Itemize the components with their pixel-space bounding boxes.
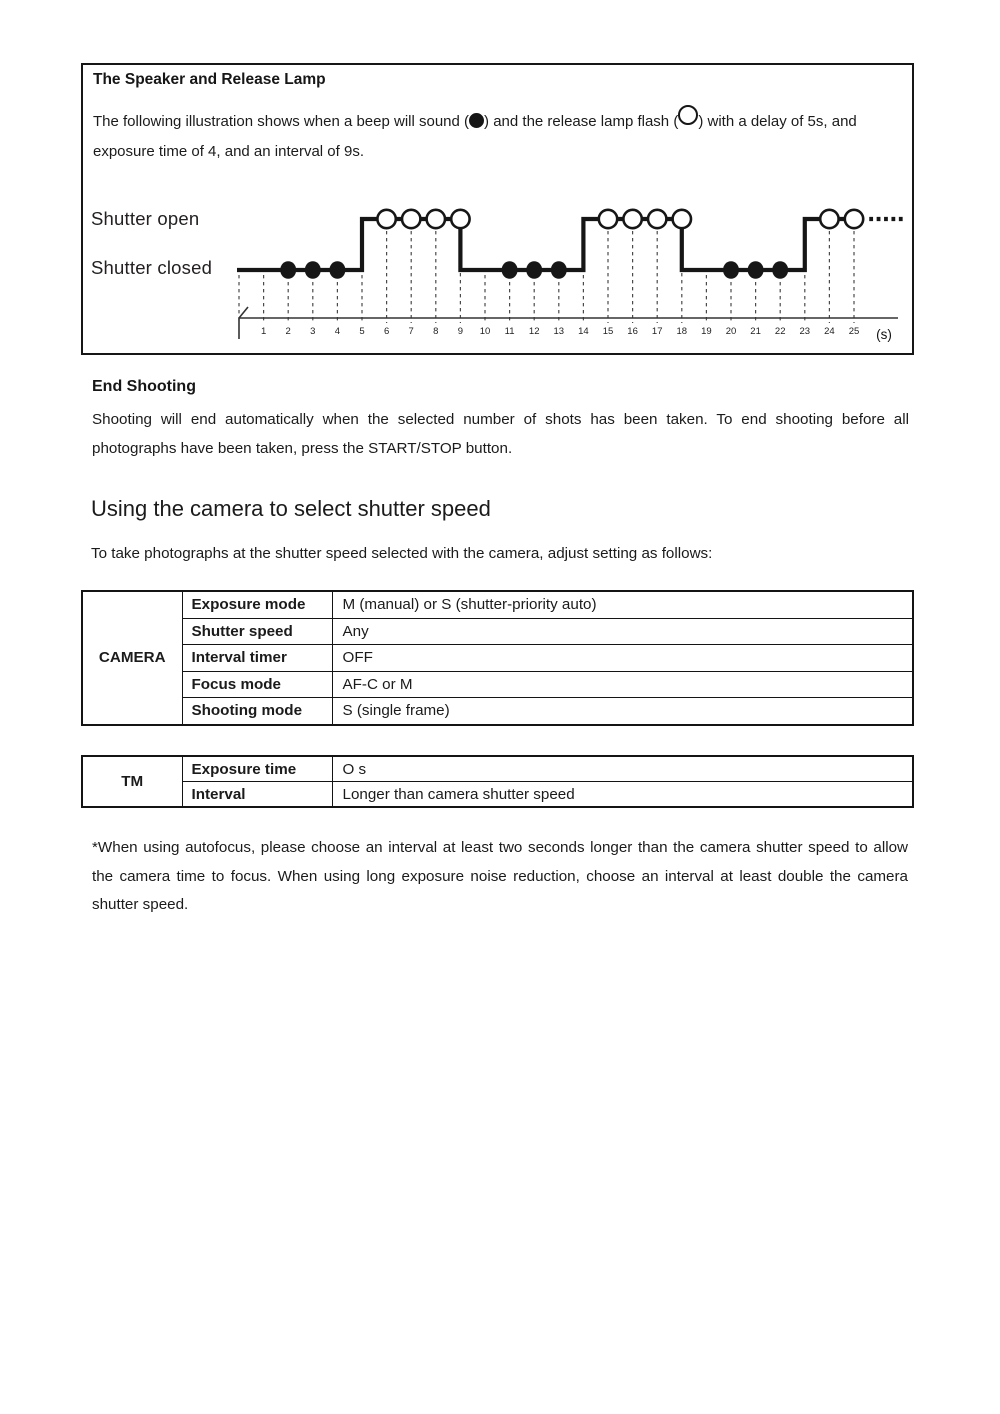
svg-text:3: 3 [310, 326, 316, 337]
svg-text:4: 4 [334, 326, 341, 337]
table-row [82, 698, 913, 725]
beep-icon [469, 113, 484, 128]
svg-text:7: 7 [408, 326, 414, 337]
svg-text:9: 9 [457, 326, 464, 337]
end-shooting-heading: End Shooting [92, 378, 196, 395]
camera-section-intro: To take photographs at the shutter speed selected with the camera, adjust setting as follows: [91, 545, 713, 562]
table-row [82, 756, 913, 782]
camera-settings-table [81, 590, 914, 726]
tm-row-header: TM [82, 756, 182, 807]
setting-label: Exposure time [182, 756, 332, 782]
speaker-release-lamp-box [81, 63, 914, 355]
setting-label: Shutter speed [182, 618, 332, 645]
box-paragraph [93, 105, 907, 167]
svg-text:24: 24 [824, 326, 835, 337]
svg-text:12: 12 [528, 326, 540, 337]
svg-text:18: 18 [676, 326, 688, 337]
autofocus-footnote: *When using autofocus, please choose an interval at least two seconds longer than the camera shutter speed to allow the camera time to focus. When using long exposure noise reduction, choose an interval at least double the camera shutter speed. [92, 839, 908, 913]
setting-label: Interval timer [182, 645, 332, 672]
svg-text:13: 13 [553, 326, 565, 337]
setting-value: Longer than camera shutter speed [332, 782, 913, 808]
release-lamp-icon [678, 105, 698, 125]
svg-text:5: 5 [359, 326, 365, 337]
setting-value: AF-C or M [332, 671, 913, 698]
svg-text:15: 15 [602, 326, 614, 337]
box-title: The Speaker and Release Lamp [93, 71, 326, 88]
camera-section-heading: Using the camera to select shutter speed [91, 496, 491, 521]
svg-text:14: 14 [578, 326, 589, 337]
table-row [82, 645, 913, 672]
setting-value: OFF [332, 645, 913, 672]
svg-text:19: 19 [701, 326, 712, 337]
svg-text:25: 25 [848, 326, 860, 337]
svg-text:8: 8 [433, 326, 439, 337]
setting-label: Exposure mode [182, 591, 332, 618]
box-paragraph-part-1: The following illustration shows when a beep will sound ( [93, 113, 470, 130]
table-row [82, 671, 913, 698]
table-row [82, 591, 913, 618]
svg-text:23: 23 [799, 326, 811, 337]
camera-row-header: CAMERA [82, 591, 182, 725]
box-paragraph-part-2: ) and the release lamp flash ( [484, 113, 679, 130]
svg-text:2: 2 [285, 326, 291, 337]
svg-text:6: 6 [383, 326, 390, 337]
svg-text:11: 11 [504, 326, 515, 337]
svg-text:10: 10 [479, 326, 491, 337]
setting-label: Shooting mode [182, 698, 332, 725]
svg-text:20: 20 [725, 326, 737, 337]
setting-label: Focus mode [182, 671, 332, 698]
setting-value: O s [332, 756, 913, 782]
setting-value: M (manual) or S (shutter-priority auto) [332, 591, 913, 618]
setting-label: Interval [182, 782, 332, 808]
svg-text:21: 21 [750, 326, 761, 337]
svg-text:17: 17 [651, 326, 663, 337]
end-shooting-paragraph: Shooting will end automatically when the selected number of shots has been taken. To end shooting before all photographs have been taken, press the START/STOP button. [92, 411, 909, 457]
setting-value: Any [332, 618, 913, 645]
table-row [82, 618, 913, 645]
box-paragraph-part-3: ) with a delay of 5s, and exposure time of 4, and an interval of 9s. [93, 113, 857, 160]
setting-value: S (single frame) [332, 698, 913, 725]
svg-text:16: 16 [627, 326, 638, 337]
svg-text:(s): (s) [876, 327, 892, 342]
timing-diagram [83, 197, 914, 355]
svg-text:1: 1 [260, 326, 267, 337]
shutter-closed-label: Shutter closed [91, 257, 213, 278]
shutter-open-label: Shutter open [91, 208, 200, 229]
svg-text:22: 22 [774, 326, 786, 337]
tm-settings-table [81, 755, 914, 808]
table-row [82, 782, 913, 808]
